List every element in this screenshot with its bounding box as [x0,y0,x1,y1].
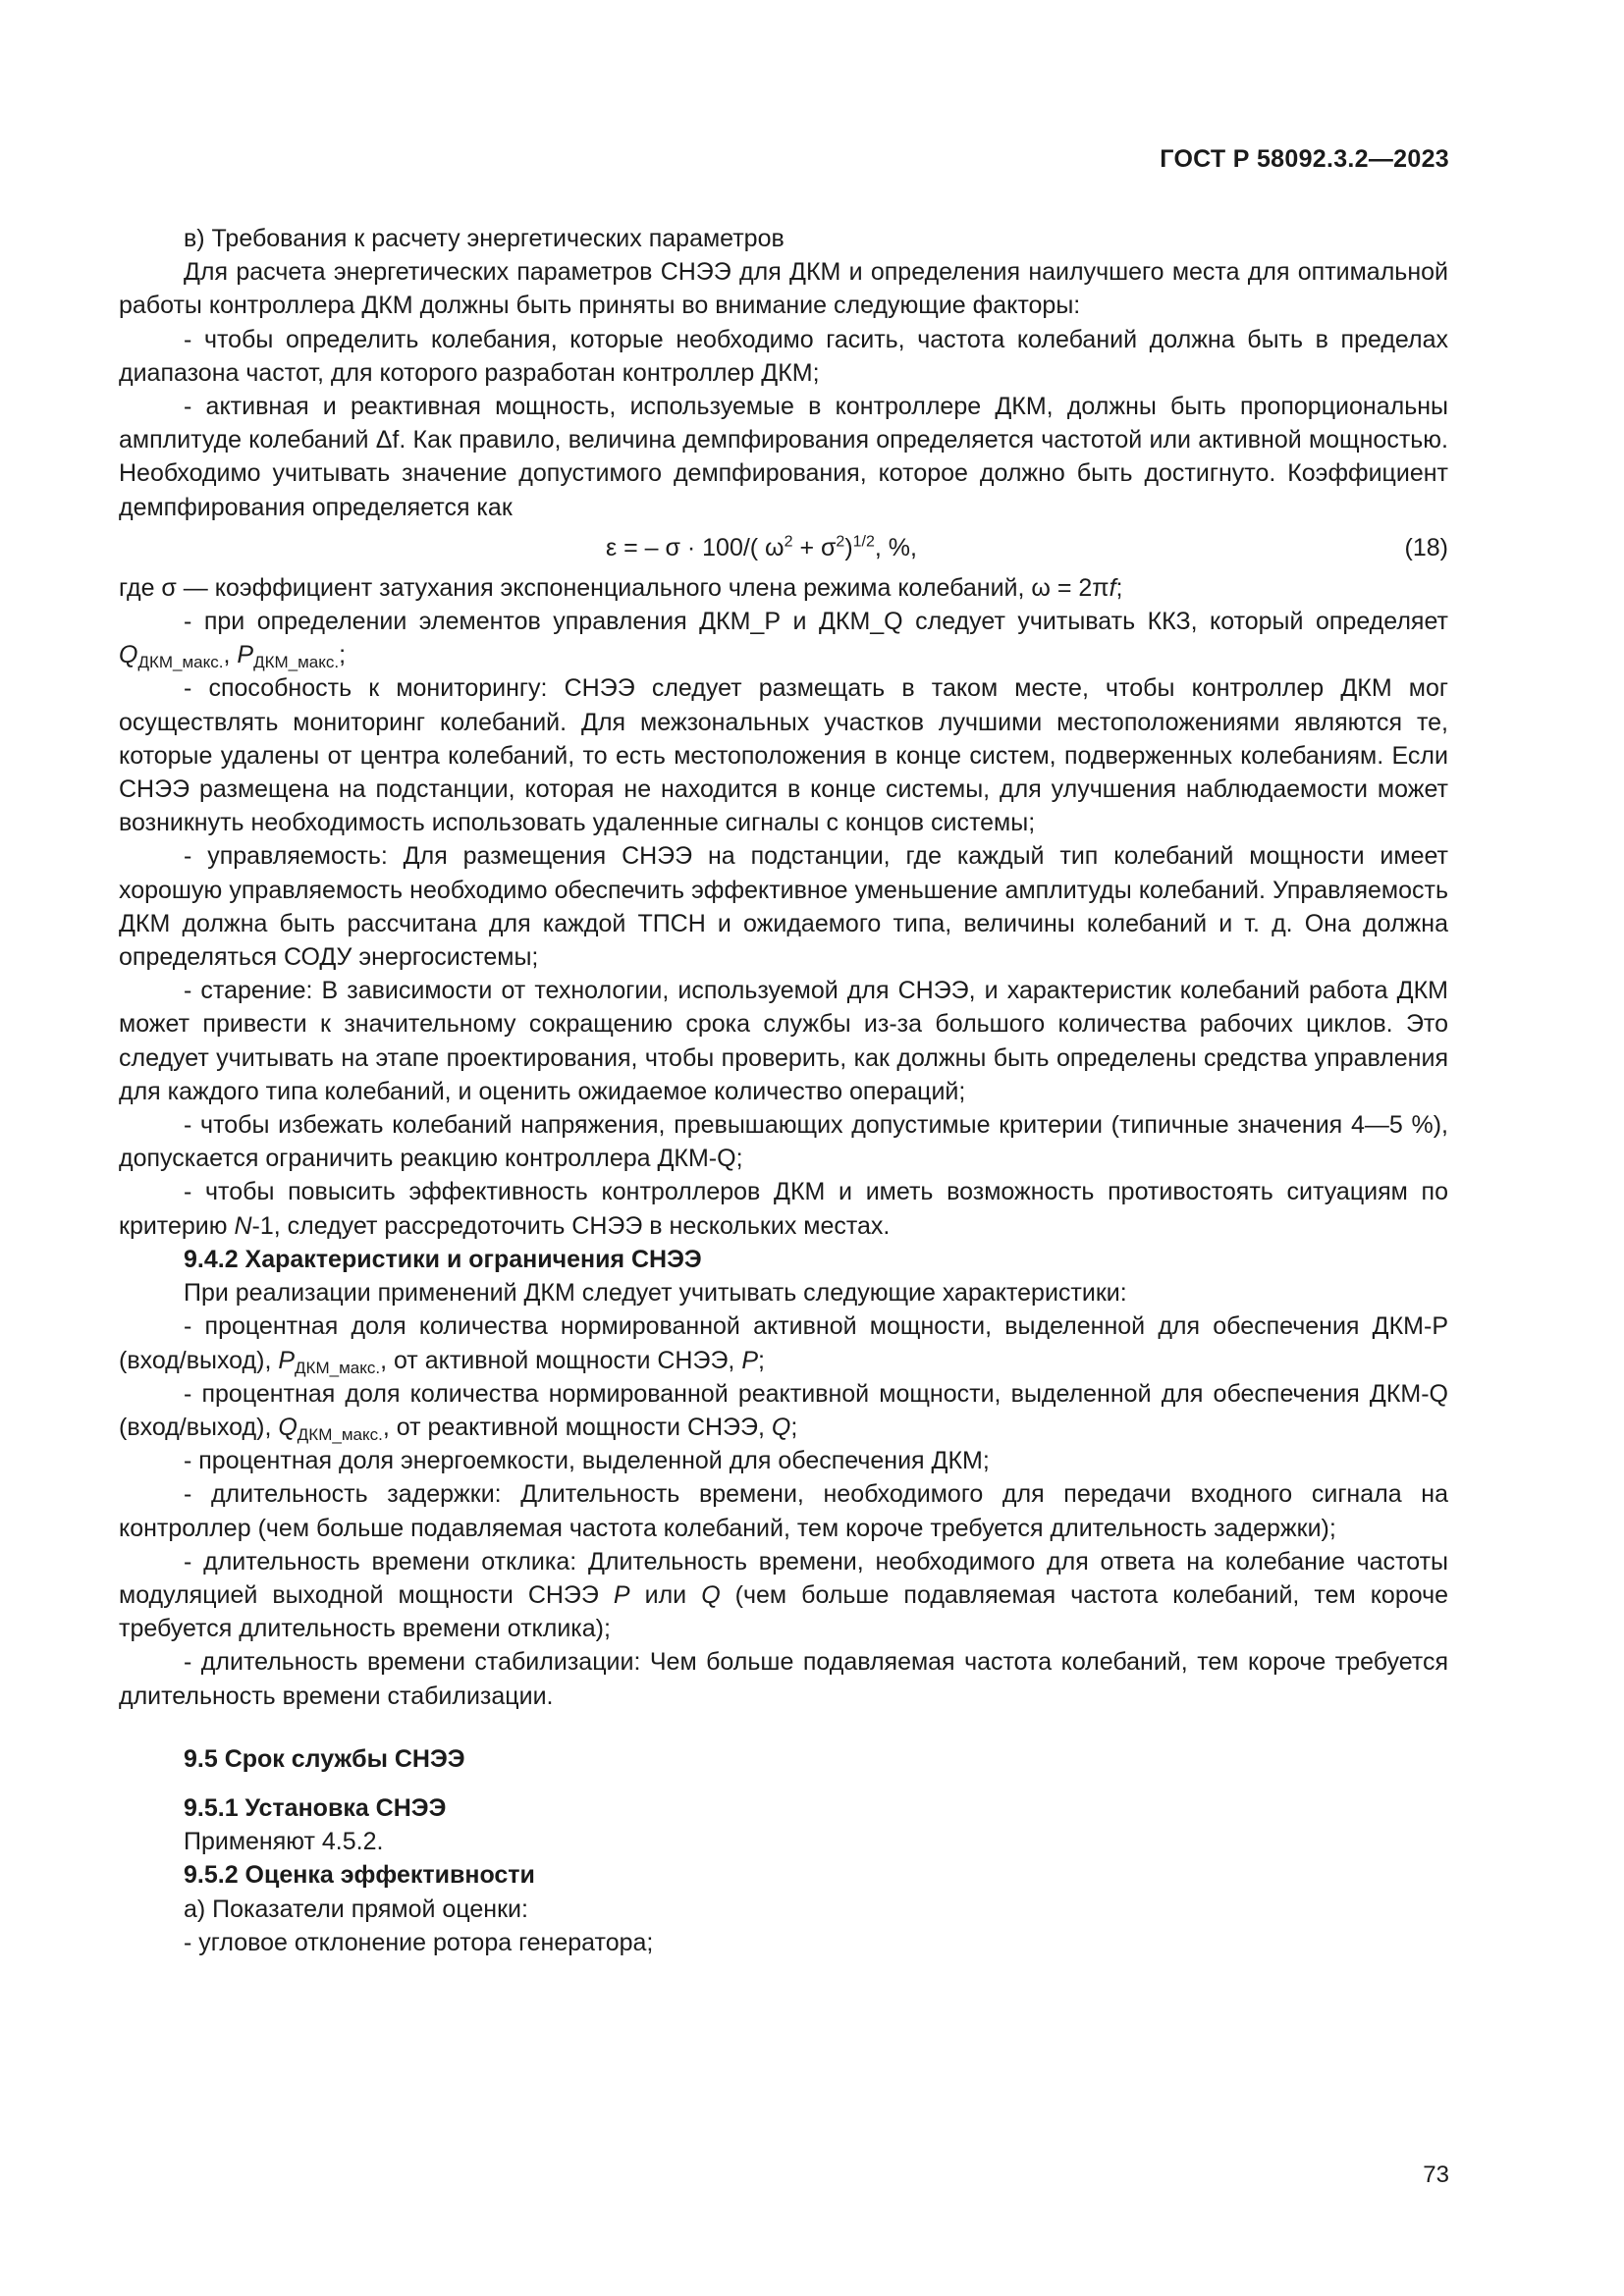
list-item-frequency-range: - чтобы определить колебания, которые необходимо гасить, частота колебаний должна быть в пределах диапазона частот, для которого разработан контроллер ДКМ; [119,325,1448,387]
list-item-aging: - старение: В зависимости от технологии, используемой для СНЭЭ, и характеристик колебаний работа ДКМ может привести к значительному сокращению срока службы из-за большого количества рабочих циклов. Это следует учитывать на этапе проектирования, чтобы проверить, как должны быть определены средства управления для каждого типа колебаний, и оценить ожидаемое количество операций; [119,977,1448,1105]
standard-designation: ГОСТ Р 58092.3.2—2023 [1160,145,1449,173]
paragraph-characteristics-intro: При реализации применений ДКМ следует учитывать следующие характеристики: [184,1279,1127,1308]
formula-legend: где σ — коэффициент затухания экспоненциального члена режима колебаний, ω = 2πf; [119,573,1123,602]
paragraph-energy-requirements: в) Требования к расчету энергетических параметров [184,225,785,252]
list-item-kkz: - при определении элементов управления ДКМ_Р и ДКМ_Q следует учитывать ККЗ, который определяет $Q_{ДКМ\_макс.}$, $P_{ДКМ\_макс.}$; [119,608,1448,672]
heading-9-5-2: 9.5.2 Оценка эффективности [184,1861,535,1890]
list-item-power-proportional: - активная и реактивная мощность, используемые в контроллере ДКМ, должны быть пропорциональны амплитуде колебаний Δf. Как правило, величина демпфирования определяется частотой или активной мощностью. Необходимо учитывать значение допустимого демпфирования, которое должно быть достигнуто. Коэффициент демпфирования определяется как [119,393,1448,521]
heading-9-4-2: 9.4.2 Характеристики и ограничения СНЭЭ [184,1245,702,1273]
paragraph-factors-intro: Для расчета энергетических параметров СНЭЭ для ДКМ и определения наилучшего места для оптимальной работы контроллера ДКМ должны быть приняты во внимание следующие факторы: [119,258,1448,320]
list-item-rotor-angle: - угловое отклонение ротора генератора; [184,1928,654,1956]
list-item-settling-time: - длительность времени стабилизации: Чем больше подавляемая частота колебаний, тем короче требуется длительность времени стабилизации. [119,1648,1448,1710]
list-item-controllability: - управляемость: Для размещения СНЭЭ на подстанции, где каждый тип колебаний мощности имеет хорошую управляемость необходимо обеспечить эффективное уменьшение амплитуды колебаний. Управляемость ДКМ должна быть рассчитана для каждой ТПСН и ожидаемого типа, величины колебаний и т. д. Она должна определяться СОДУ энергосистемы; [119,842,1448,972]
heading-9-5: 9.5 Срок службы СНЭЭ [184,1744,465,1773]
page-body [119,222,1448,1959]
list-item-active-power-share: - процентная доля количества нормированной активной мощности, выделенной для обеспечения ДКМ-Р (вход/выход), $P_{ДКМ\_макс.}$, от активной мощности СНЭЭ, P; [119,1312,1448,1377]
page-number: 73 [1423,2162,1449,2188]
list-item-monitoring: - способность к мониторингу: СНЭЭ следует размещать в таком месте, чтобы контроллер ДКМ мог осуществлять мониторинг колебаний. Для межзональных участков лучшими местоположениями являются те, которые удалены от центра колебаний, то есть местоположения в конце систем, подверженных колебаниям. Если СНЭЭ размещена на подстанции, которая не находится в конце системы, для улучшения наблюдаемости может возникнуть необходимость использовать удаленные сигналы с концов системы; [119,674,1448,837]
list-item-energy-capacity-share: - процентная доля энергоемкости, выделенной для обеспечения ДКМ; [184,1447,990,1475]
formula-damping-coefficient [119,524,1448,571]
list-item-reactive-power-share: - процентная доля количества нормированной реактивной мощности, выделенной для обеспечения ДКМ-Q (вход/выход), $Q_{ДКМ\_макс.}$, от реактивной мощности СНЭЭ, Q; [119,1379,1448,1444]
formula-expression: ε = – σ · 100/( $\omega^2 + \sigma^2)^{1/2}$, %, [606,533,917,561]
list-item-voltage-oscillation: - чтобы избежать колебаний напряжения, превышающих допустимые критерии (типичные значения 4—5 %), допускается ограничить реакцию контроллера ДКМ-Q; [119,1111,1448,1173]
list-item-delay-duration: - длительность задержки: Длительность времени, необходимого для передачи входного сигнала на контроллер (чем больше подавляемая частота колебаний, тем короче требуется длительность задержки); [119,1480,1448,1542]
list-item-n-minus-1: - чтобы повысить эффективность контроллеров ДКМ и иметь возможность противостоять ситуациям по критерию N-1, следует рассредоточить СНЭЭ в нескольких местах. [119,1178,1448,1240]
paragraph-direct-indicators: а) Показатели прямой оценки: [184,1895,528,1923]
formula-number: (18) [1404,533,1448,561]
paragraph-apply-4-5-2: Применяют 4.5.2. [184,1828,384,1856]
list-item-response-time: - длительность времени отклика: Длительность времени, необходимого для ответа на колебание частоты модуляцией выходной мощности СНЭЭ P или Q (чем больше подавляемая частота колебаний, тем короче требуется длительность времени отклика); [119,1547,1449,1643]
heading-9-5-1: 9.5.1 Установка СНЭЭ [184,1793,447,1822]
